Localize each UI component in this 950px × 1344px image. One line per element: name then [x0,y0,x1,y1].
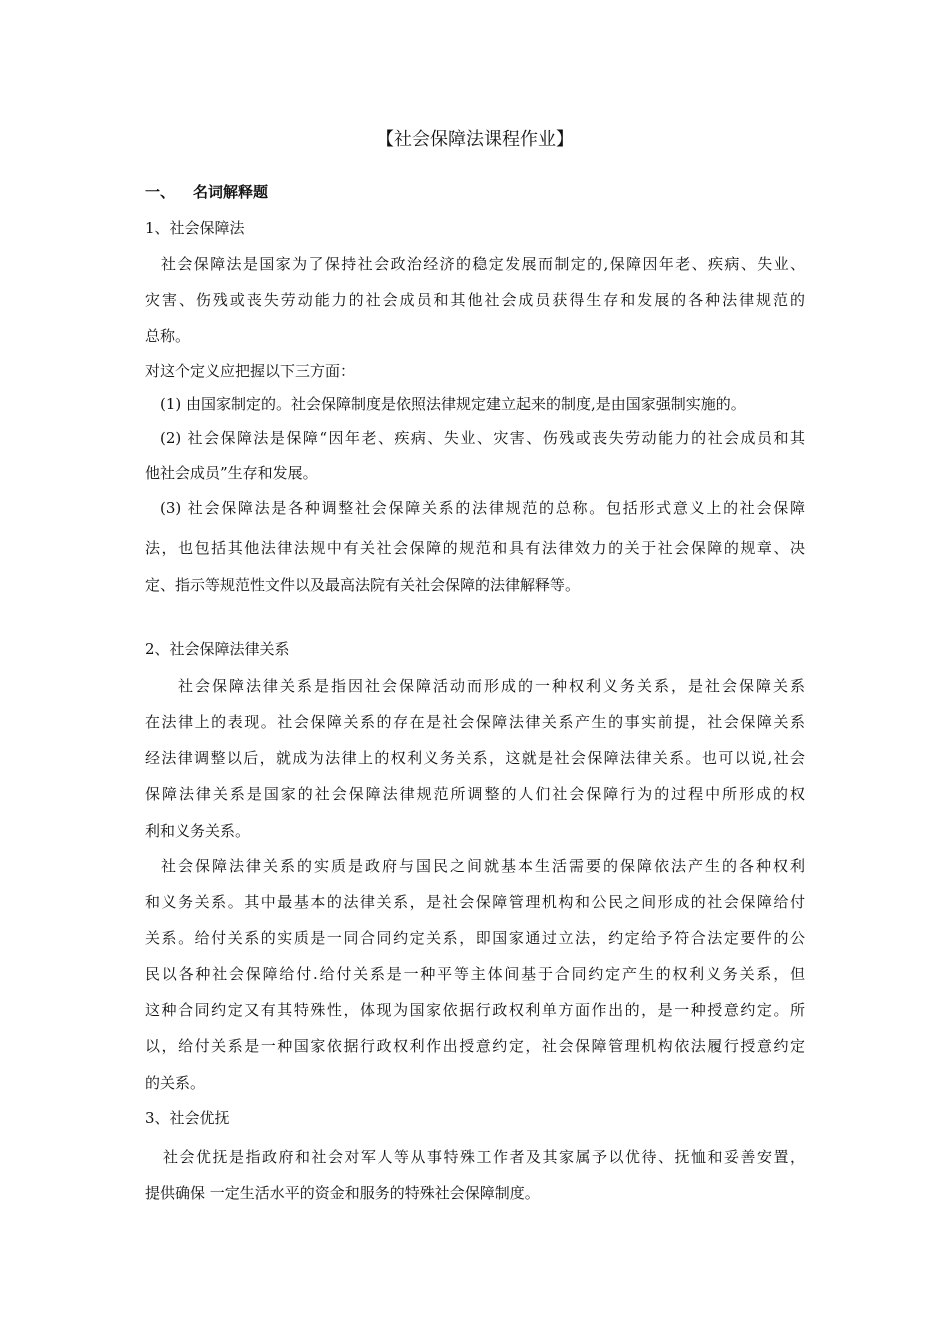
paragraph-line: 关系。给付关系的实质是一同合同约定关系，即国家通过立法，约定给予符合法定要件的公 [145,929,805,947]
paragraph-line: 法，也包括其他法律法规中有关社会保障的规范和具有法律效力的关于社会保障的规章、决 [145,539,805,557]
paragraph-line: 和义务关系。其中最基本的法律关系，是社会保障管理机构和公民之间形成的社会保障给付 [145,893,805,911]
paragraph-line: (3) 社会保障法是各种调整社会保障关系的法律规范的总称。包括形式意义上的社会保障 [160,499,805,517]
paragraph-line: 提供确保 一定生活水平的资金和服务的特殊社会保障制度。 [145,1184,540,1202]
paragraph-line: 以，给付关系是一种国家依据行政权利作出授意约定，社会保障管理机构依法履行授意约定 [145,1037,805,1055]
paragraph-line: 对这个定义应把握以下三方面： [145,362,356,380]
paragraph-line: 民以各种社会保障给付.给付关系是一种平等主体间基于合同约定产生的权利义务关系，但 [145,965,805,983]
paragraph-line: 他社会成员”生存和发展。 [145,464,318,482]
item-label: 2、社会保障法律关系 [145,640,290,658]
paragraph-line: (1) 由国家制定的。社会保障制度是依照法律规定建立起来的制度,是由国家强制实施的。 [160,395,746,413]
item-label: 3、社会优抚 [145,1109,230,1127]
paragraph-line: 定、指示等规范性文件以及最高法院有关社会保障的法律解释等。 [145,576,581,594]
document-title: 【社会保障法课程作业】 [376,129,574,150]
section-number: 一、 [145,183,176,201]
paragraph-line: 总称。 [145,327,191,345]
item-label: 1、社会保障法 [145,219,245,237]
paragraph-line: 经法律调整以后，就成为法律上的权利义务关系，这就是社会保障法律关系。也可以说,社会 [145,749,805,767]
paragraph-line: 社会优抚是指政府和社会对军人等从事特殊工作者及其家属予以优待、抚恤和妥善安置， [163,1148,805,1166]
paragraph-line: 利和义务关系。 [145,822,251,840]
paragraph-line: 的关系。 [145,1074,206,1092]
paragraph-line: 社会保障法律关系是指因社会保障活动而形成的一种权利义务关系，是社会保障关系 [178,677,805,695]
section-title: 名词解释题 [193,183,269,201]
paragraph-line: 灾害、伤残或丧失劳动能力的社会成员和其他社会成员获得生存和发展的各种法律规范的 [145,291,805,309]
paragraph-line: 保障法律关系是国家的社会保障法律规范所调整的人们社会保障行为的过程中所形成的权 [145,785,805,803]
paragraph-line: 在法律上的表现。社会保障关系的存在是社会保障法律关系产生的事实前提，社会保障关系 [145,713,805,731]
paragraph-line: 这种合同约定又有其特殊性，体现为国家依据行政权利单方面作出的，是一种授意约定。所 [145,1001,805,1019]
paragraph-line: 社会保障法是国家为了保持社会政治经济的稳定发展而制定的,保障因年老、疾病、失业、 [161,255,805,273]
paragraph-line: 社会保障法律关系的实质是政府与国民之间就基本生活需要的保障依法产生的各种权利 [161,857,805,875]
paragraph-line: (2) 社会保障法是保障“因年老、疾病、失业、灾害、伤残或丧失劳动能力的社会成员和其 [160,429,805,447]
section-heading [145,182,268,202]
